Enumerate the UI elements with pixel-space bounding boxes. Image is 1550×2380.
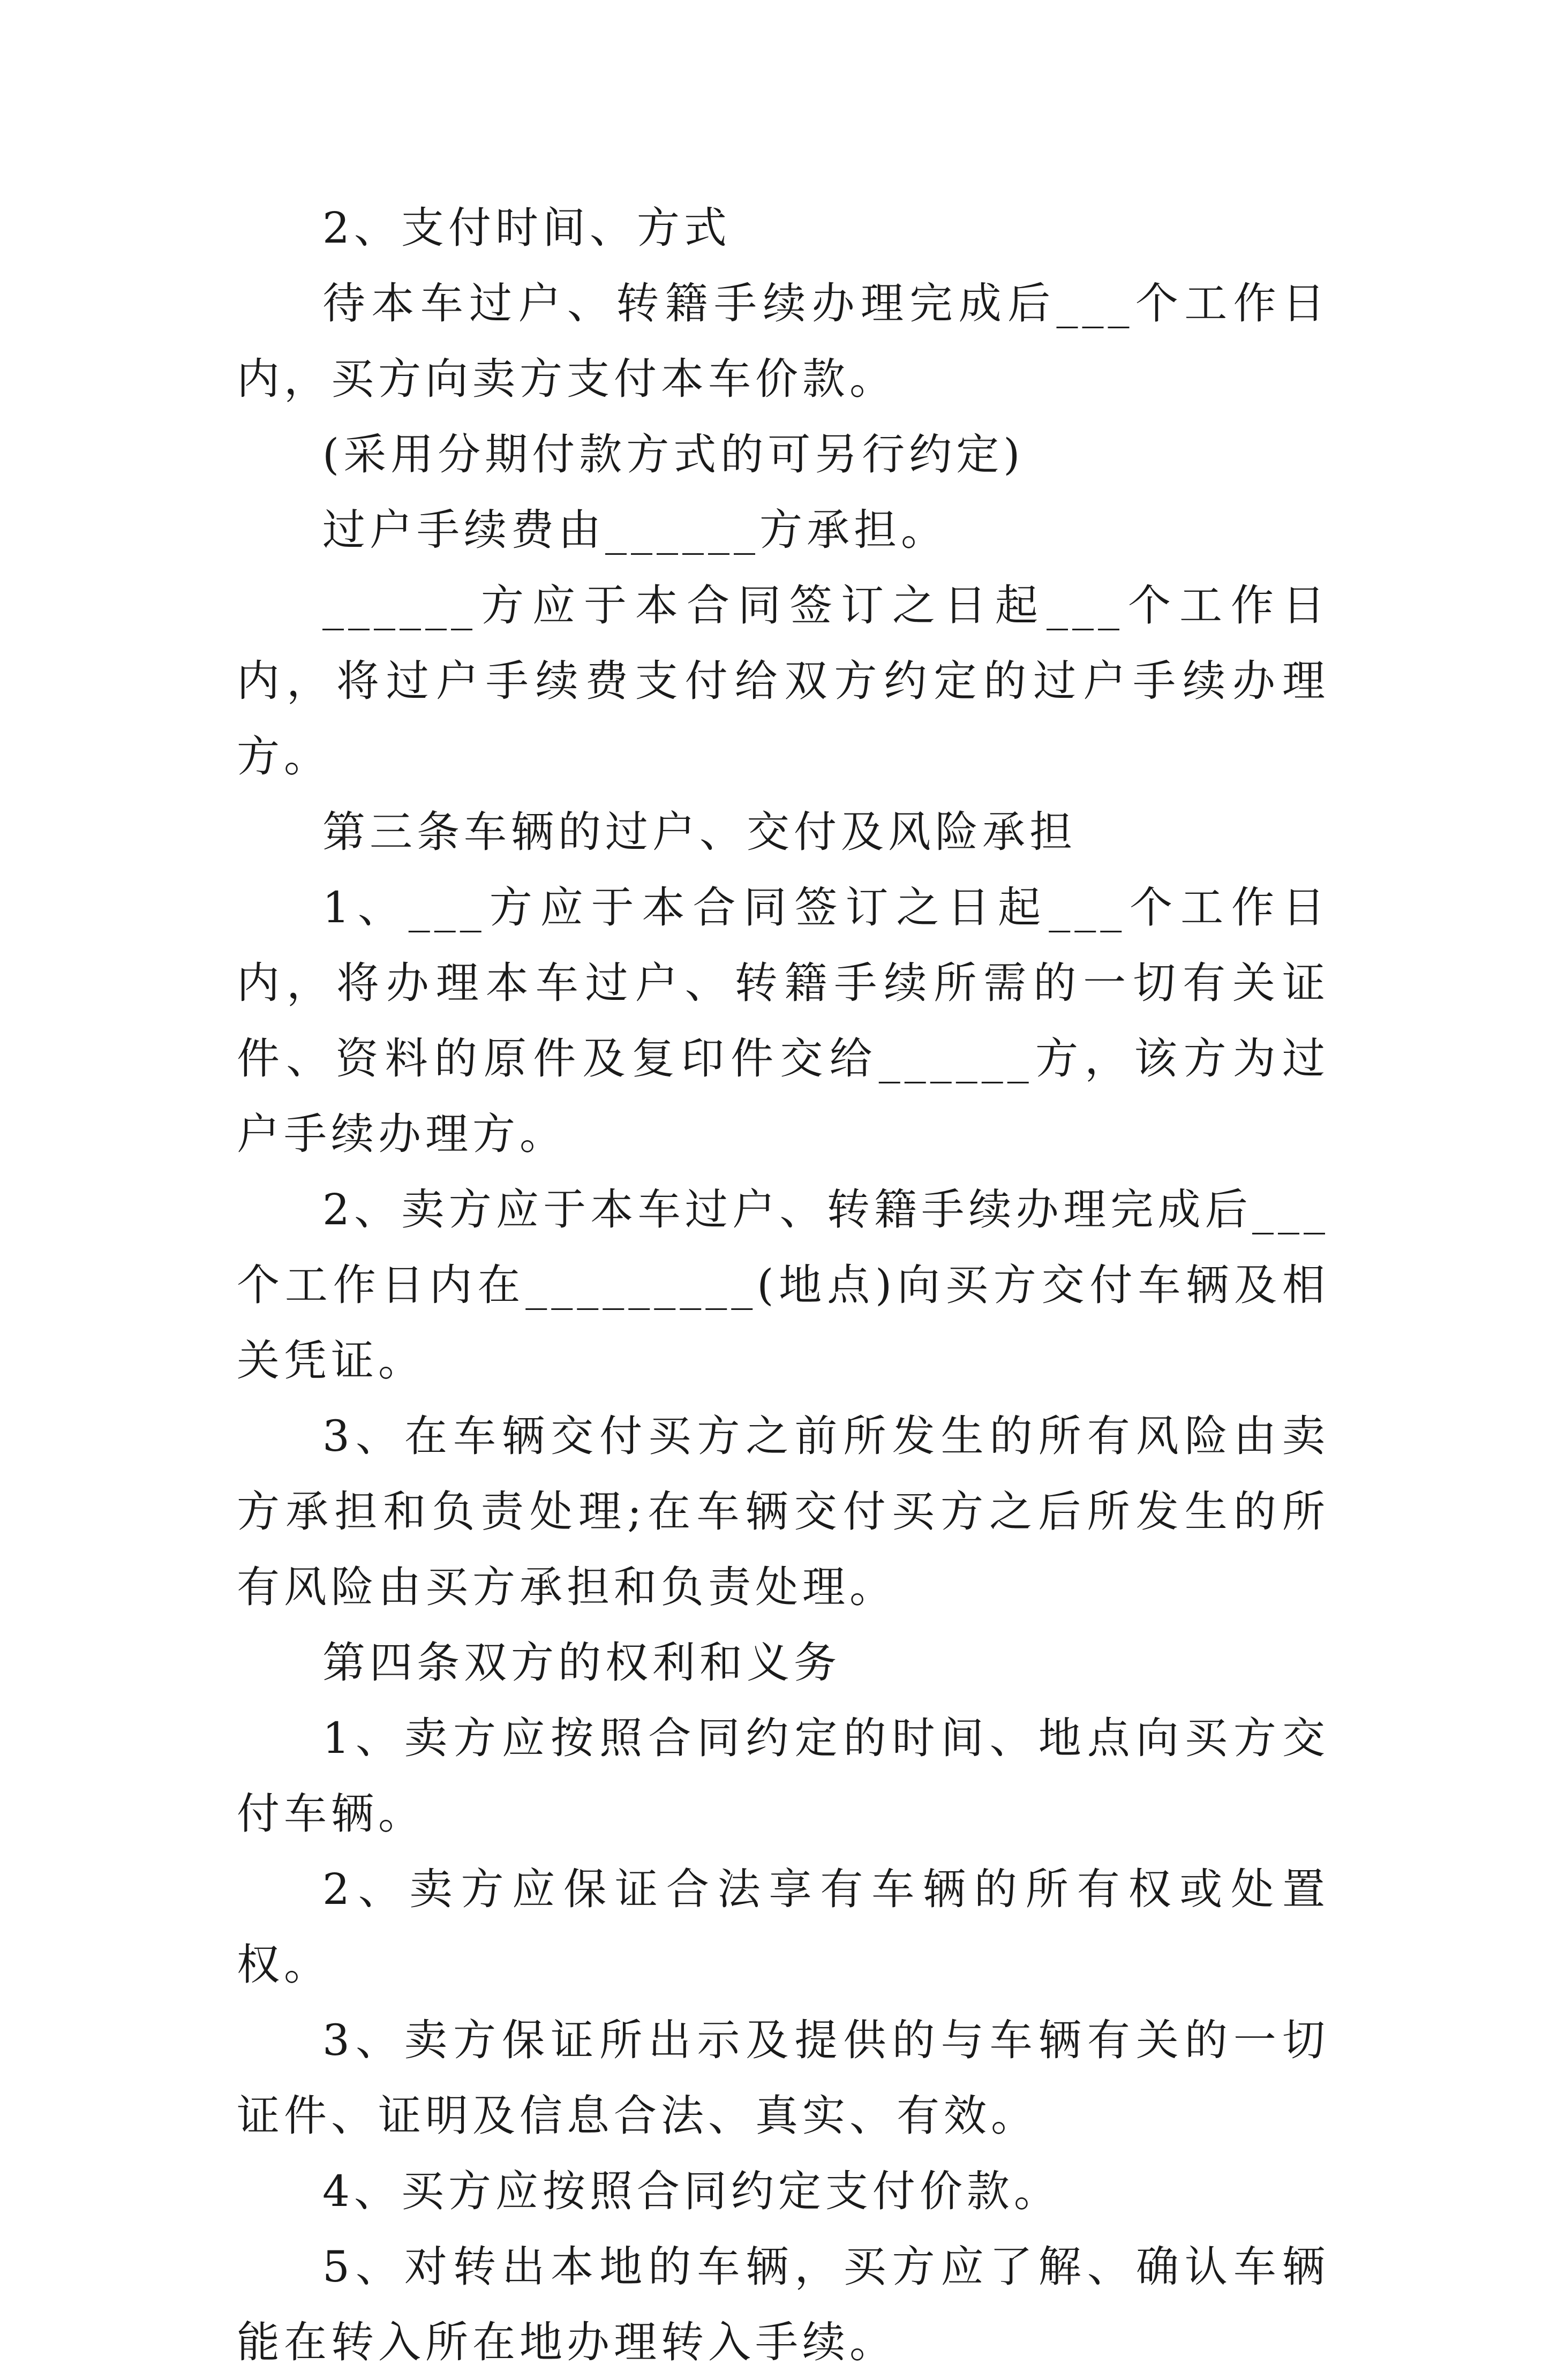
paragraph-transfer-fee-payment: ______方应于本合同签订之日起___个工作日内，将过户手续费支付给双方约定的过户手续办理方。 <box>237 581 1329 781</box>
article-three-clause-2: 2、卖方应于本车过户、转籍手续办理完成后___个工作日内在_________(地点)向买方交付车辆及相关凭证。 <box>237 1185 1329 1385</box>
section-heading-payment: 2、支付时间、方式 <box>322 203 731 253</box>
article-four-clause-4: 4、买方应按照合同约定支付价款。 <box>322 2166 1061 2216</box>
article-three-heading: 第三条车辆的过户、交付及风险承担 <box>322 807 1077 857</box>
article-four-clause-1: 1、卖方应按照合同约定的时间、地点向买方交付车辆。 <box>237 1713 1329 1839</box>
paragraph-transfer-fee-bearer: 过户手续费由______方承担。 <box>322 505 948 555</box>
paragraph-installment-note: (采用分期付款方式的可另行约定) <box>322 430 1025 479</box>
article-four-heading: 第四条双方的权利和义务 <box>322 1638 841 1688</box>
contract-body <box>237 190 1329 2380</box>
article-three-clause-1: 1、___方应于本合同签订之日起___个工作日内，将办理本车过户、转籍手续所需的一切有关证件、资料的原件及复印件交给______方，该方为过户手续办理方。 <box>237 883 1329 1159</box>
article-four-clause-2: 2、卖方应保证合法享有车辆的所有权或处置权。 <box>237 1864 1329 1990</box>
article-four-clause-3: 3、卖方保证所出示及提供的与车辆有关的一切证件、证明及信息合法、真实、有效。 <box>237 2015 1329 2141</box>
article-four-clause-5: 5、对转出本地的车辆，买方应了解、确认车辆能在转入所在地办理转入手续。 <box>237 2242 1329 2367</box>
paragraph-payment-time: 待本车过户、转籍手续办理完成后___个工作日内，买方向卖方支付本车价款。 <box>237 278 1329 404</box>
article-three-clause-3: 3、在车辆交付买方之前所发生的所有风险由卖方承担和负责处理;在车辆交付买方之后所发生的所有风险由买方承担和负责处理。 <box>237 1411 1329 1612</box>
